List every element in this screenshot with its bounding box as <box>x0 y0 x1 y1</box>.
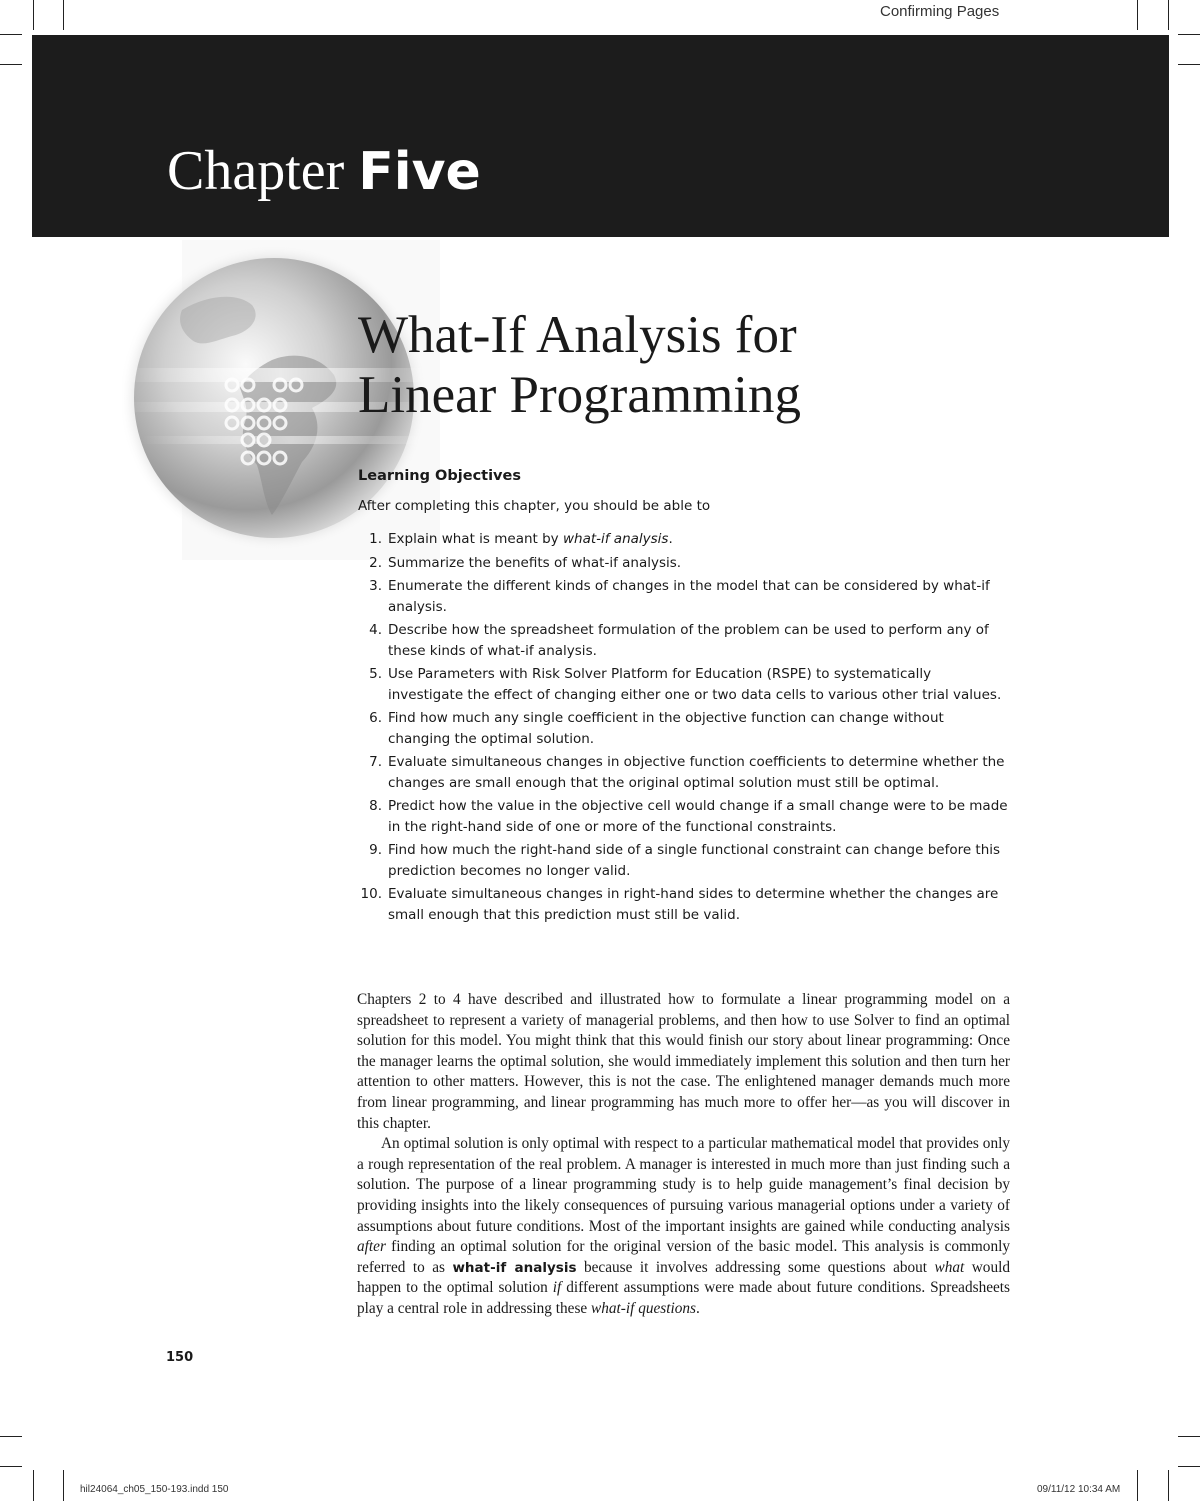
objective-number: 1. <box>369 531 382 547</box>
objective-item <box>358 664 1008 705</box>
body-emphasis-if: if <box>552 1279 562 1297</box>
key-term-what-if-analysis: what-if analysis <box>452 1259 577 1276</box>
chapter-number-title <box>167 140 481 202</box>
objective-item <box>358 553 1008 574</box>
objective-text: Evaluate simultaneous changes in objective function coefficients to determine whether the changes are small enough that the original optimal solution must still be optimal. <box>388 754 1005 791</box>
objective-text-tail: . <box>668 531 673 547</box>
footer-datetime-slug: 09/11/12 10:34 AM <box>1037 1484 1121 1495</box>
objective-text: Use Parameters with Risk Solver Platform for Education (RSPE) to systematically investigate the effect of changing either one or two data cells to various other trial values. <box>388 666 1002 703</box>
body-text-run: because it involves addressing some questions about <box>576 1258 935 1276</box>
objective-item <box>358 796 1008 837</box>
body-text-run: An optimal solution is only optimal with respect to a particular mathematical model that provides only a rough representation of the real problem. A manager is interested in much more than just finding such a solution. The purpose of a linear programming study is to help guide management’s final decision by providing insights into the likely consequences of pursuing various managerial options under a variety of assumptions about future conditions. Most of the important insights are gained while conducting analysis <box>357 1135 1010 1235</box>
chapter-word: Chapter <box>167 140 345 202</box>
objective-number: 7. <box>369 754 382 770</box>
crop-mark <box>63 1470 64 1501</box>
body-text-run: finding an optimal solution for the original version of the basic model. This analysis is commonly referred to as <box>357 1238 1010 1276</box>
confirming-pages-label: Confirming Pages <box>880 3 1000 20</box>
chapter-banner <box>32 35 1169 237</box>
crop-mark <box>1168 1470 1169 1501</box>
objective-item <box>358 752 1008 793</box>
crop-mark <box>63 0 64 30</box>
body-emphasis-what-if-questions: what-if questions <box>591 1299 697 1317</box>
chapter-title-line-2: Linear Programming <box>358 366 802 424</box>
crop-mark <box>0 1466 22 1467</box>
crop-mark <box>1137 0 1138 30</box>
objective-item <box>358 708 1008 749</box>
objective-number: 8. <box>369 798 382 814</box>
chapter-number: Five <box>358 142 481 202</box>
objective-number: 6. <box>369 710 382 726</box>
objective-number: 10. <box>360 886 382 902</box>
crop-mark <box>0 1436 22 1437</box>
crop-mark <box>1168 0 1169 30</box>
objective-number: 3. <box>369 578 382 594</box>
objective-item <box>358 884 1008 925</box>
objective-number: 5. <box>369 666 382 682</box>
crop-mark <box>1137 1470 1138 1501</box>
objective-text: Find how much the right-hand side of a single functional constraint can change before this prediction becomes no longer valid. <box>388 842 1001 879</box>
objective-text: Find how much any single coefficient in the objective function can change without changing the optimal solution. <box>388 710 944 747</box>
crop-mark <box>0 64 22 65</box>
objective-text: Describe how the spreadsheet formulation of the problem can be used to perform any of these kinds of what-if analysis. <box>388 622 989 659</box>
crop-mark <box>33 0 34 30</box>
body-paragraph-2 <box>357 1134 1010 1319</box>
page-number: 150 <box>166 1350 194 1365</box>
chapter-title-line-1: What-If Analysis for <box>358 306 797 364</box>
footer-file-slug: hil24064_ch05_150-193.indd 150 <box>80 1484 229 1495</box>
crop-mark <box>33 1470 34 1501</box>
learning-objectives-heading: Learning Objectives <box>358 468 521 484</box>
body-emphasis-what: what <box>934 1258 965 1276</box>
chapter-title <box>358 305 1058 425</box>
crop-mark <box>0 34 22 35</box>
objective-number: 9. <box>369 842 382 858</box>
objective-number: 4. <box>369 622 382 638</box>
objective-number: 2. <box>369 554 382 571</box>
body-text-run: would happen to the optimal solution <box>357 1258 1010 1297</box>
objective-item <box>358 576 1008 617</box>
objective-text: Enumerate the different kinds of changes in the model that can be considered by what-if analysis. <box>388 578 990 615</box>
body-text <box>357 990 1010 1320</box>
learning-objectives-list <box>358 529 1008 928</box>
learning-objectives-intro: After completing this chapter, you should be able to <box>358 498 711 514</box>
objective-item <box>358 840 1008 881</box>
crop-mark <box>1178 34 1200 35</box>
body-text-run: different assumptions were made about future conditions. Spreadsheets play a central role in addressing these <box>357 1279 1011 1317</box>
crop-mark <box>1178 1466 1200 1467</box>
objective-item <box>358 529 1008 550</box>
objective-emphasis: what-if analysis <box>562 531 669 547</box>
body-text-run: . <box>696 1299 700 1317</box>
objective-text: Predict how the value in the objective cell would change if a small change were to be made in the right-hand side of one or more of the functional constraints. <box>388 798 1008 835</box>
objective-item <box>358 620 1008 661</box>
body-emphasis-after: after <box>357 1238 386 1256</box>
crop-mark <box>1178 64 1200 65</box>
crop-mark <box>1178 1436 1200 1437</box>
objective-text: Explain what is meant by <box>388 531 563 547</box>
objective-text: Summarize the benefits of what-if analysis. <box>388 554 682 571</box>
objective-text: Evaluate simultaneous changes in right-hand sides to determine whether the changes are small enough that this prediction must still be valid. <box>388 886 999 923</box>
body-paragraph-1: Chapters 2 to 4 have described and illustrated how to formulate a linear programming model on a spreadsheet to represent a variety of managerial problems, and then how to use Solver to find an optimal solution for this model. You might think that this would finish our story about linear programming: Once the manager learns the optimal solution, she would immediately implement this solution and then turn her attention to other matters. However, this is not the case. The enlightened manager demands much more from linear programming, and linear programming has much more to offer her—as you will discover in this chapter. <box>357 991 1010 1132</box>
